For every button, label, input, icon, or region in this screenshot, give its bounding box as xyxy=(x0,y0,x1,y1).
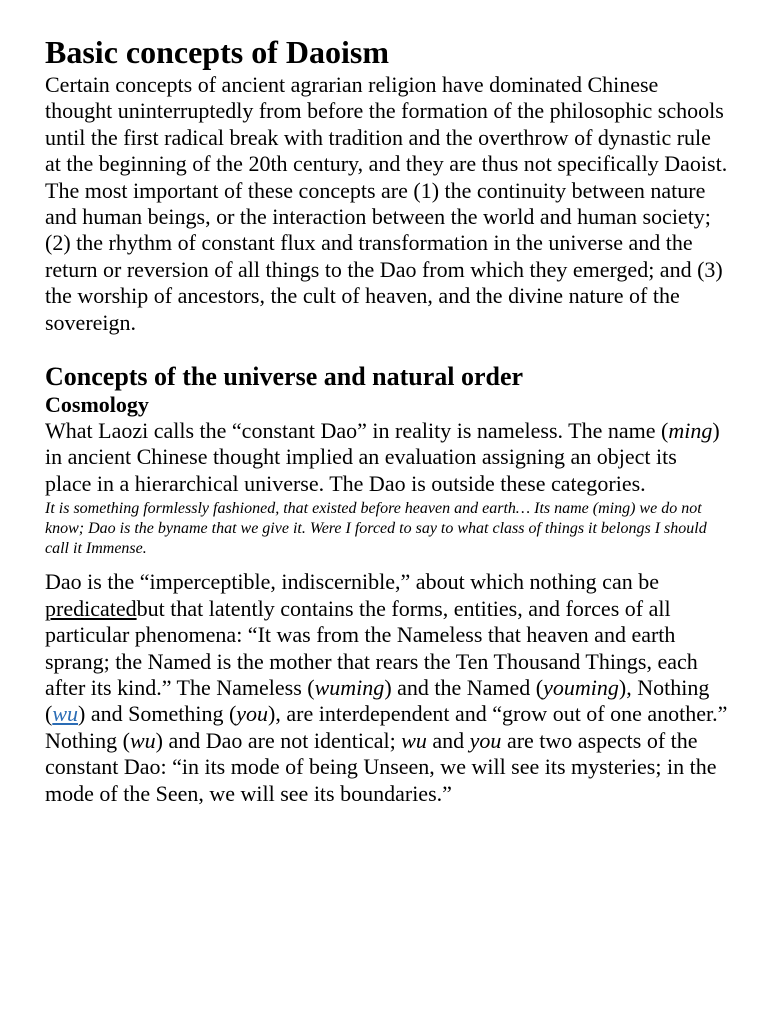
intro-paragraph: Certain concepts of ancient agrarian religion have dominated Chinese thought uninterruptedly from before the formation of the philosophic schools until the first radical break with tradition and the overthrow of dynastic rule at the beginning of the 20th century, and they are thus not specifically Daoist. The most important of these concepts are (1) the continuity between nature and human beings, or the interaction between the world and human society; (2) the rhythm of constant flux and transformation in the universe and the return or reversion of all things to the Dao from which they emerged; and (3) the worship of ancestors, the cult of heaven, and the divine nature of the sovereign. xyxy=(45,72,728,335)
text-run: What Laozi calls the “constant Dao” in reality is nameless. The name ( xyxy=(45,418,669,444)
italic-term: youming xyxy=(543,674,619,700)
italic-term: wu xyxy=(129,727,156,753)
subsection-heading: Cosmology xyxy=(45,392,149,418)
text-run: ) and Dao are not identical; xyxy=(155,727,402,753)
text-run: Nothing ( xyxy=(45,727,130,753)
italic-term: you xyxy=(236,701,269,727)
wu-link[interactable]: wu xyxy=(52,701,79,727)
underlined-term: predicated xyxy=(45,595,137,621)
block-quote: It is something formlessly fashioned, that existed before heaven and earth… Its name (ming) we do not know; Dao is the byname that we give it. Were I forced to say to what class of things it belongs I should call it Immense. xyxy=(45,500,707,558)
text-run: ) in ancient Chinese thought implied an evaluation assigning an object its place in a hierarchical universe. The Dao is outside these categories. xyxy=(45,418,720,496)
italic-term: wuming xyxy=(314,674,385,700)
cosmology-paragraph-3 xyxy=(45,728,728,807)
cosmology-paragraph-2 xyxy=(45,569,728,727)
text-run: but that latently contains the forms, entities, and forces of all particular phenomena: “It was from the Nameless that heaven and earth sprang; the Named is the mother that rears the Ten Thousand Things, each after its kind.” The Nameless ( xyxy=(45,595,698,700)
text-run: Dao is the “imperceptible, indiscernible,” about which nothing can be xyxy=(45,569,659,595)
text-run: are two aspects of the constant Dao: “in its mode of being Unseen, we will see its mysteries; in the mode of the Seen, we will see its boundaries.” xyxy=(45,727,717,806)
page-title: Basic concepts of Daoism xyxy=(45,34,389,70)
text-run: ) and the Named ( xyxy=(384,674,544,700)
text-run: ) and Something ( xyxy=(78,701,237,727)
text-run: ), are interdependent and “grow out of one another.” xyxy=(268,701,728,727)
cosmology-paragraph-1 xyxy=(45,418,728,497)
italic-term: you xyxy=(469,727,502,753)
section-heading: Concepts of the universe and natural order xyxy=(45,362,524,392)
text-run: ), Nothing ( xyxy=(45,674,710,727)
italic-term: ming xyxy=(668,418,713,444)
text-run: and xyxy=(426,727,470,753)
italic-term: wu xyxy=(401,727,427,753)
